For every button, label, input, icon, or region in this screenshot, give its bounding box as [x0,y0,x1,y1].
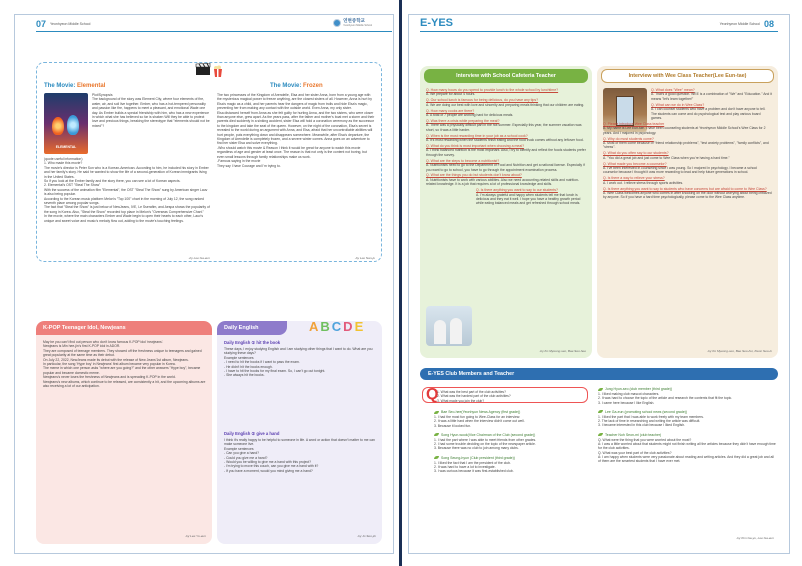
member-line: 2. It was hard to choose the topic of the article and research the contents that fit the topic. [598,396,733,401]
qa-item [603,176,772,185]
letter-e: E [354,321,364,334]
qa-item [426,134,586,143]
member-line: 3. I became interested in this club because I liked English. [598,423,686,428]
school-name: Yeonhyeon Middle School [50,22,91,26]
club-member [598,387,776,405]
movie1-title [44,83,105,89]
question: Q. When is the most rewarding time in your job as a school cook? [426,133,528,138]
answer: A. "You did a great job and just come to Wee Class when you're having a hard time." [603,155,730,160]
qa-item [426,159,586,172]
club-question: 1. What was the best part of the club activities? [437,390,506,394]
member-name [434,456,590,460]
qa-item [603,122,772,135]
right-page [408,14,790,554]
kpop-body: May be you can't find out person who don't know famous K-POP idol 'newjeans'. Newjeans is Min hee-jin's first K-POP idol in ADOR. They are composed of teenage members. They showed off the freshness unique to teenagers and gained great popularity at the same time as their debut. On July 22, 2022, NewJeans made its debut with the release of New Jeans'1st album, Newjeans. In particular, the song 'Hype boy' in Newjeans' first album became very popular in Korea. The meme in which one person asks "where are you going?" and the other answers "Hype boy", became popular and became domestic meme. Newjeans's never loses the freshness of Newjeans and is spreading K-POP in the world. Newjeans's new albums, which continue to be released, are consistently a hit, and the upcoming albums are also receiving a lot of our anticipation. [43,340,206,389]
center-spine [399,0,402,566]
member-line: 3. I was curious because it was first-established club. [434,469,514,474]
qa-item [426,173,586,186]
member-name [598,433,776,437]
kpop-signature: -by Lee Yu-eun [185,534,206,538]
club-member [598,433,776,464]
question: Q. What made you become a counselor? [603,161,667,166]
club-question: 2. What was the hardest part of the club activities? [437,394,511,399]
member-name [434,410,590,414]
english-signature: -by Jo Seo-jin [357,534,376,538]
kpop-panel [36,321,212,544]
logo-sub: Yeonhyeon Middle School [343,24,372,27]
answer: A. I'm always grateful and happy when students tell me that lunch is delicious and they eat it well. I hope you have a healthy growth period while eating balanced meals and get refreshed through school meals. [476,192,581,206]
weeclass-title: Interview with Wee Class Teacher(Lee Eun-tae) [628,73,747,79]
page-number: 07 [36,19,47,29]
member-name-text: Teacher Noh Seon-mi (club teacher) [605,432,662,437]
member-line: 1. I liked the part that I was able to work freely with my team members. [598,414,704,419]
left-page [14,14,394,554]
movie2-title [270,83,323,89]
member-line: 2. It was hard to have a lot to investigate. [434,465,496,470]
member-line: A: I am happy when students were very passionate about reading and writing articles. And they did a great job and all of them are the smartest students that I have ever met. [598,454,774,464]
club-member [598,410,776,428]
question: Q. What can we do in Wee Class? [651,102,705,107]
cafeteria-qa-list [426,88,586,326]
member-name [598,387,776,391]
answer: A. A total of 7 people are working hard for delicious meals. [426,113,514,118]
question: Q. Please introduce Wee Class teacher [603,121,665,126]
club-question: 3. What made you join the club? [437,398,485,403]
letter-b: B [320,321,330,334]
english-ex2-head: Daily English ② give a hand [224,431,280,436]
abcde-letters [309,321,363,334]
movie2-label: The Movie: [270,83,302,89]
movie1-intro: Plot/Synopsis The background of the story was Element City, where four elements of fire, water, air, and soil live together. Ember, who has a hot-tempered personality and passion like fire, happens to meet a pleasant, and emotional Wade one day. As Ember builds a special friendship with him, who has a new experience in which what she has believed so far is shaken Will they be able to protect love and precious things, breaking the stereotype that "elements should not be mixed"? [92,93,210,128]
movie2-body: The two princesses of the Kingdom of Arendelle, Elsa and her sister Anna, born from a young age with the mysterious magical power to freeze anything, are the closest sisters of all. However, Anna is hurt by Elsa's magic as a child, and her parents hear the dangers of magic from trolls and hide Elsa's magic, preventing her from making any contact with the outside world. Even Anna, my only sister. Elsa distanced herself from Anna as she felt guilty for hurting Anna, and the two sisters, who were closer than anyone else, grew apart. As the years pass, after the father and mother's boat met a storm and their parents died suddenly in a sinking accident, sister Elsa will hold a coronation ceremony as the successor to the kingdom and take the seat of the queen. However, on the night of the coronation, Elsa's secret is revealed to the world during an argument with Anna, and Elsa, afraid that her uncontrollable abilities will hurt people, puts everything down and disappears somewhere. Meanwhile, after Elsa's departure, the Kingdom of Arendelle is completely frozen, and a severe winter comes. Anna goes on an adventure to find her sister Elsa and solve everything. -Who should watch this movie & Reason I think it would be great for anyone to watch this movie regardless of age and gender at least once. The reason is that not only is the content not boring, but even small lessons through family relationships make us work. -Famous saying in the movie They say I have Courage and I'm trying to. [217,93,375,168]
member-line: 1. I had the most fun going to Wee-Class for an interview. [434,415,521,419]
member-line: Q. What was your best part of the club activities? [598,450,672,455]
letter-d: D [343,321,353,334]
letter-c: C [331,321,342,334]
answer: A. I've been interested in counseling since I was young. So I majored in psychology. I became a school counselor because I thought it was more rewarding to lead and help future generations in school. [603,166,758,175]
left-header [36,18,94,30]
club-signature: -by Kim Ga-yu, Lee Ga-eun [736,536,774,540]
club-title-bar [420,368,778,380]
answer: A. We prepare for about 4 hours. [426,92,476,97]
cafeteria-title-bar [424,69,588,83]
member-name-text: Bae Seo-hee(Yeonhyun News Agency (first grade)) [441,410,521,414]
member-line: 1. I liked making club mascot characters. [598,392,660,396]
qa-item [651,103,772,121]
question: Q. Is there a way to relieve your stress? [603,176,665,181]
member-line: 2. I had some trouble deciding on the topic of the newspaper article. [434,442,536,447]
cafeteria-panel [420,66,592,358]
member-name-text: Song Hyun-wook(Vice Chairman of the Club (second grade)) [441,432,536,437]
cafeteria-title: Interview with School Cafeteria Teacher [456,73,556,79]
photo-person [450,318,462,344]
weeclass-signature: -by Ko Myeong-seo, Bae Seo-hui, Kwon Seo-in [707,349,772,353]
weeclass-qa-list [603,88,772,346]
club-left-members [434,410,590,479]
member-line: 3. Because there was no club to join among many clubs. [434,446,519,451]
movie-panel [36,62,382,262]
answer: A. That's a good question. WEE is a combination of "We" and "Education." And it means "let's learn together!" [651,92,772,101]
english-title-bar [217,321,287,335]
leaf-icon [434,411,439,414]
kpop-title: K-POP Teenager Idol, Newjeans [43,325,126,331]
leaf-icon [598,388,603,391]
leaf-icon [434,456,439,459]
weeclass-panel [597,66,778,358]
answer: A. I can counsel students who have a problem and don't have anyone to tell. The students can come and do psychological test and play various board games. [651,107,766,120]
member-line: 3. I came here because I like English. [598,400,655,405]
member-name [598,410,776,414]
cafeteria-photo [426,306,472,346]
question: Q. Our school lunch is famous for being delicious, do you have any tips? [426,98,539,103]
cafeteria-signature: -by Ko Myeong-seo, Bae Seo-hee [539,349,586,353]
english-title: Daily English [224,325,259,331]
qa-item [603,162,772,175]
movie1-body: (quote useful information) 1. Who made this movie? The movie's director is Peter Son who is a Korean-American. According to him, he included his story in Ember and her family's story. He said he wanted to show the life of a second-generation of Korean immigrants living in the United States. So if you look at the Ember family and the story there, you can see a lot of Korean aspects. 2. Elemental's OST "Steal The Show" With the success of the animation film "Elemental", the OST "Steal The Show" sung by American singer Lauv is also being popular. According to the Korean music platform Melon's "Top 100" chart in the morning of July 12, the song ranked seventh place among popular songs. The fact that "Steal the Show" is just below of NewJeans, IVE, Le Sserafim, and Aespa shows the popularity of the song in Korea. Also, "Steal the Show" recorded top place in Melon's "Overseas Comprehensive Chart." In the movie, where the main characters Ember and Wade begin to open their hearts to each other, Lauv's unique and sweet voice and music's melody flow out, adding to the movie's touching feelings. [44,157,210,223]
qa-item [426,144,586,157]
answer: A. It's most rewarding when the students finish eating and the food truck comes without any leftover food. [426,138,584,143]
question: Q. Why do most students come? [603,136,654,141]
club-question-box [422,387,588,403]
member-line: A: I was a little worried about that students might not finish writing all the articles because they didn't have enough time for the club activities. [598,442,776,451]
logo-name: 연현중학교 [343,18,365,23]
club-right-members [598,387,776,469]
qa-item [476,188,586,206]
member-name-text: Song Seung-hyun (Club president (third grade)) [441,455,515,460]
elemental-poster [44,93,88,154]
answer: A. Most of them come because of "friend relationship problems", "test anxiety problems", "family conflicts", and "stress". [603,140,769,150]
club-panel [420,368,778,546]
movie2-signature: -by Lee Nan-ju [354,256,375,260]
school-name: Yeonhyeon Middle School [719,22,760,26]
answer: A. We are doing our best with love and sincerity and preparing meals thinking that our children are eating. [426,102,585,107]
club-member [434,410,590,428]
weeclass-title-bar [601,69,774,83]
answer: A. There was a physically difficult part in the hot summer. Especially this year, the summer vacation was short, so it was a little harder. [426,123,582,132]
club-member [434,433,590,451]
member-name [434,433,590,437]
answer: A. I think balanced nutrition is the most important. Also, I try to identify and reflect the foods students prefer through the survey. [426,148,586,157]
qa-item [603,137,772,150]
movie1-label: The Movie: [44,83,76,89]
club-q-mark: Q [426,386,439,403]
member-line: 1. I had the part where I was able to meet friends from other grades. [434,437,537,442]
club-question-list [437,390,587,403]
qa-item [426,109,586,118]
member-line: 2. It was a little hard when the interview didn't come out well. [434,419,525,424]
member-line: 2. The lack of time in researching and writing the article was difficult. [598,419,701,424]
answer: A. I work out. I relieve stress through sports activities. [603,180,684,185]
movie2-name: Frozen [303,83,323,89]
school-logo [333,18,372,27]
question: Q. How many cooks are there? [426,108,475,113]
letter-a: A [309,321,319,334]
qa-item [651,88,772,101]
member-line: 3. Because it looked fun. [434,423,472,428]
header-rule [36,31,392,32]
clapper-icon [195,62,211,74]
question: Q. What do you think is most important when choosing a meal? [426,143,525,148]
question: Q. What are the things you do but students don't know about? [426,173,522,178]
logo-emblem-icon [333,19,341,27]
answer: A. Nutritionists need to go to the Department of Food and Nutrition and get a national license. Especially if you want to go to school, you have to go through the appointment examination process. [426,163,585,172]
poster-fire-figure [52,117,64,135]
leaf-icon [434,433,439,436]
header-rule [420,31,778,32]
member-name-text: Jung Hyun-seo (club member (third grade)) [605,387,673,391]
leaf-icon [598,433,603,436]
answer: A. Wee Class welcomes anyone who comes in after knocking on the door without worrying about being criticized by anyone. So if you have a hard time psychologically, please come to the Wee Class anytime. [603,191,772,200]
english-panel [217,321,382,544]
question: Q. What do you often say to our students? [603,151,669,156]
poster-water-figure [67,115,79,135]
member-line: Q. What were the thing that you were worried about the most? [598,437,692,442]
poster-title: ELEMENTAL [55,145,77,149]
leaf-icon [598,410,603,413]
question: Q. What are the steps to become a nutritionist? [426,158,500,163]
club-member [434,456,590,474]
page-number: 08 [763,19,774,29]
member-name-text: Lee Ga-eun (promoting school news (second grade)) [605,409,688,414]
question: Q. How many hours do you spend to provide lunch to the whole school by lunchtime? [426,88,559,92]
english-ex1-body: These days, I enjoy studying English and I am studying other things that I want to do. What are you studying these days? Example sentences - I need to hit the books if I want to pass the exam. - He didn't hit the books enough. - I have to hit the books for my final exam. So, I can't go out tonight. - She always hit the books. [224,347,373,378]
qa-item [426,98,586,107]
right-header [716,18,774,30]
movie1-name: Elemental [77,83,106,89]
question: Q. Was there a crisis while preparing the meal? [426,118,500,123]
club-title: E-YES Club Members and Teacher [428,371,515,377]
movie1-signature: -by Lee Ga-eun [188,256,210,260]
qa-item [603,151,772,160]
question: Q. Is there anything you want to say to students who have concerns but are afraid to come to Wee Class? [603,186,767,191]
answer: A. My name is Lee Eun-tae. I have been counseling students at Yeonhyeon Middle School's Wee Class for 2 years. And I majored in psychology. [603,126,766,135]
qa-item [426,88,586,97]
english-ex1-head: Daily English ① hit the book [224,340,281,345]
photo-person [434,320,446,344]
answer: A. Nutritionists have to work with various abilities. Also we need accounting-related skills and nutrition-related knowledge. It is a job that requires a lot of professional knowledge and skills. [426,177,580,187]
member-line: 1. I liked the fact that I am the president of the club. [434,460,511,465]
kpop-title-bar [36,321,212,335]
english-ex2-body: I think it's really happy to be helpful to someone in life. A word or action that doesn't matter to me can make someone live. Example sentences - Can you give a hand? - Could you give me a hand? - Would you be willing to give me a hand with this project? - I'm trying to move this couch, can you give me a hand with it? - If you have a moment, would you mind giving me a hand? [224,438,375,473]
qa-item [603,187,772,200]
popcorn-icon [213,64,223,76]
qa-item [426,119,586,132]
eyes-title: E-YES [420,17,454,29]
question: Q. What does "Wee" mean? [651,88,695,92]
question: Q. Is there anything you want to say to our students? [476,188,558,193]
